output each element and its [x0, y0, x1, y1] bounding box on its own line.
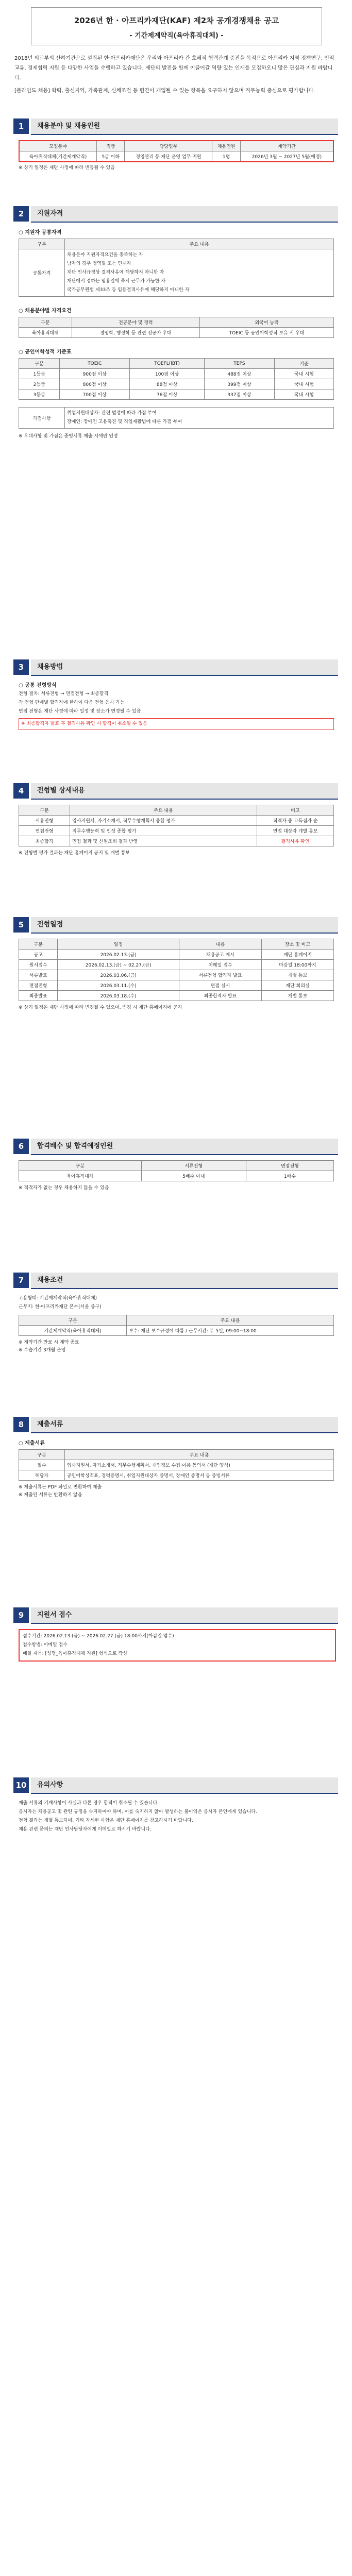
table-cell: 입사지원서, 자기소개서, 직무수행계획서, 개인정보 수집·이용 동의서 (재단 양식) [65, 1460, 334, 1470]
table-cell: 면접전형 [19, 826, 70, 836]
s1-table-wrap [19, 140, 334, 172]
section-number: 8 [13, 1417, 29, 1432]
table-cell: 399점 이상 [204, 379, 274, 389]
table-cell: 88점 이상 [130, 379, 205, 389]
table-cell: 2등급 [19, 379, 60, 389]
table-cell: 경영관리 등 재단 운영 업무 지원 [125, 151, 212, 162]
table-header: 구분 [19, 805, 70, 816]
list-item: 메일 제목: [성명_육아휴직대체 지원] 형식으로 작성 [23, 1651, 127, 1656]
section-2-header [13, 206, 338, 222]
table-cell: 육아휴직대체 [19, 1171, 142, 1181]
list-item: 접수방법: 이메일 접수 [23, 1642, 68, 1648]
table-cell: 서류발표 [19, 970, 58, 980]
list-item: 제출 서류의 기재사항이 사실과 다른 경우 합격이 취소될 수 있습니다. [19, 1801, 159, 1806]
table-header: 담당업무 [125, 141, 212, 151]
s3-highlight: ※ 최종합격자 발표 후 결격사유 확인 시 합격이 취소될 수 있음 [19, 718, 334, 730]
table-header: TOEFL(iBT) [130, 359, 205, 369]
table-cell: 공고 [19, 950, 58, 960]
table-cell: 국내 시험 [274, 369, 333, 379]
s8-note: ※ 제출서류는 PDF 파일로 변환하여 제출 [19, 1485, 102, 1490]
section-title: 채용조건 [31, 1273, 338, 1289]
table-cell: 76점 이상 [130, 389, 205, 400]
section-title: 지원자격 [31, 206, 338, 223]
table-header: 구분 [19, 1450, 65, 1460]
table-cell: 337점 이상 [204, 389, 274, 400]
table-header: 모집분야 [19, 141, 97, 151]
table-cell: 100점 이상 [130, 369, 205, 379]
table-cell: 보수: 재단 보수규정에 따름 / 근무시간: 주 5일, 09:00~18:00 [127, 1326, 334, 1336]
s2-lang-table [19, 358, 334, 400]
section-title: 제출서류 [31, 1417, 338, 1433]
s1-note: ※ 상기 일정은 재단 사정에 따라 변동될 수 있음 [19, 165, 115, 171]
list-item: 장애인: 장애인 고용촉진 및 직업재활법에 따른 가점 부여 [67, 419, 182, 425]
s4-content [19, 805, 334, 857]
section-number: 2 [13, 206, 29, 222]
table-header: 구분 [19, 939, 58, 950]
table-header: 내용 [179, 939, 261, 950]
page-title: 2026년 한 · 아프리카재단(KAF) 제2차 공개경쟁채용 공고 [74, 16, 279, 25]
section-title: 전형별 상세내용 [31, 783, 338, 800]
s9-content [19, 1629, 336, 1662]
s2-extra-table [19, 407, 334, 429]
list-item: 응시자는 채용공고 및 관련 규정을 숙지하여야 하며, 이를 숙지하지 않아 발생하는 불이익은 응시자 본인에게 있습니다. [19, 1809, 258, 1815]
s5-table [19, 939, 334, 1001]
s8-content [19, 1438, 334, 1499]
table-cell: TOEIC 등 공인어학성적 보유 시 우대 [200, 328, 334, 338]
list-item: 채용분야 지원자격요건을 충족하는 자 [67, 252, 143, 258]
s2-note: ※ 우대사항 및 가점은 증빙서류 제출 시에만 인정 [19, 434, 118, 439]
table-cell: 해당자 [19, 1470, 65, 1481]
list-item: 전형 결과는 개별 통보하며, 기타 자세한 사항은 재단 홈페이지를 참고하시기 바랍니다. [19, 1818, 193, 1823]
table-cell [65, 408, 334, 429]
section-number: 6 [13, 1139, 29, 1154]
table-cell: 국내 시험 [274, 389, 333, 400]
table-cell: 5급 이하 [97, 151, 125, 162]
s3-content [19, 681, 334, 730]
s4-table [19, 805, 334, 846]
s2-common-table [19, 239, 334, 297]
table-cell: 면접 결과 및 신원조회 결과 반영 [70, 836, 257, 846]
table-header: 직급 [97, 141, 125, 151]
table-cell: 최종합격자 발표 [179, 991, 261, 1001]
table-header: 구분 [19, 239, 65, 249]
table-cell: 육아휴직대체(기간제계약직) [19, 151, 97, 162]
table-header: 외국어 능력 [200, 317, 334, 328]
list-item: 취업지원대상자: 관련 법령에 따라 가점 부여 [67, 411, 157, 416]
table-cell: 최종합격 [19, 836, 70, 846]
table-cell: 서류전형 [19, 816, 70, 826]
intro-note: [블라인드 채용] 학력, 출신지역, 가족관계, 신체조건 등 편견이 개입될 수 있는 항목을 요구하지 않으며 직무능력 중심으로 평가합니다. [14, 88, 315, 94]
table-cell: 면접전형 [19, 980, 58, 991]
table-cell: 직무수행능력 및 인성 종합 평가 [70, 826, 257, 836]
section-9-header [13, 1607, 338, 1623]
table-cell: 기간제계약직(육아휴직대체) [19, 1326, 127, 1336]
table-header: 서류전형 [141, 1161, 246, 1171]
list-item: 재단 인사규정상 결격사유에 해당하지 아니한 자 [67, 270, 164, 275]
s8-table [19, 1449, 334, 1481]
table-cell: 면접 실시 [179, 980, 261, 991]
table-header: 비고 [257, 805, 334, 816]
table-cell: 공인어학성적표, 경력증명서, 취업지원대상자 증명서, 장애인 증명서 등 증빙서류 [65, 1470, 334, 1481]
table-header: 주요 내용 [65, 1450, 334, 1460]
s8-note: ※ 제출된 서류는 반환하지 않음 [19, 1493, 82, 1498]
section-title: 채용방법 [31, 659, 338, 676]
section-5-header [13, 917, 338, 933]
table-cell: 공통자격 [19, 249, 65, 297]
table-header: 면접전형 [246, 1161, 333, 1171]
table-cell: 개별 통보 [261, 991, 333, 1001]
table-cell: 2026.02.13.(금) ~ 02.27.(금) [58, 960, 179, 970]
table-header: 기준 [274, 359, 333, 369]
table-cell: 채용공고 게시 [179, 950, 261, 960]
table-cell: 마감일 18:00까지 [261, 960, 333, 970]
table-cell: 서류전형 합격자 발표 [179, 970, 261, 980]
section-1-header [13, 118, 338, 134]
section-number: 5 [13, 917, 29, 933]
section-number: 4 [13, 783, 29, 799]
section-number: 1 [13, 118, 29, 134]
page-subtitle: - 기간제계약직(육아휴직대체) - [129, 32, 224, 40]
list-item: 고용형태: 기간제계약직(육아휴직대체) [19, 1296, 97, 1301]
table-cell: 원서접수 [19, 960, 58, 970]
s5-note: ※ 상기 일정은 재단 사정에 따라 변경될 수 있으며, 변경 시 재단 홈페이지에 공지 [19, 1005, 182, 1010]
list-item: 남자의 경우 병역필 또는 면제자 [67, 261, 131, 266]
s10-content [19, 1799, 334, 1834]
section-10-header [13, 1777, 338, 1793]
s2-pref-title: ○ 채용분야별 자격요건 [19, 308, 72, 314]
section-8-header [13, 1417, 338, 1432]
table-cell: 경영학, 행정학 등 관련 전공자 우대 [72, 328, 199, 338]
s7-note: ※ 계약기간 만료 시 계약 종료 [19, 1340, 79, 1345]
s2-lang-title: ○ 공인어학성적 기준표 [19, 349, 72, 355]
table-cell: 육아휴직대체 [19, 328, 72, 338]
section-number: 9 [13, 1607, 29, 1623]
table-cell: 입사지원서, 자기소개서, 직무수행계획서 종합 평가 [70, 816, 257, 826]
table-cell: 재단 회의실 [261, 980, 333, 991]
list-item: 근무지: 한·아프리카재단 본부(서울 중구) [19, 1304, 102, 1310]
section-title: 지원서 접수 [31, 1607, 338, 1624]
table-cell: 2026년 3월 ~ 2027년 5월(예정) [240, 151, 333, 162]
s7-content [19, 1294, 334, 1354]
table-cell: 최종발표 [19, 991, 58, 1001]
table-header: TOEIC [60, 359, 130, 369]
table-header: 계약기간 [240, 141, 333, 151]
table-cell: 2026.03.06.(금) [58, 970, 179, 980]
list-item: 국가공무원법 제33조 등 임용결격사유에 해당하지 아니한 자 [67, 287, 190, 293]
list-item: 각 전형 단계별 합격자에 한하여 다음 전형 응시 가능 [19, 700, 125, 705]
table-header: 주요 내용 [70, 805, 257, 816]
section-title: 전형일정 [31, 917, 338, 934]
table-cell: 1명 [212, 151, 241, 162]
table-cell: 2026.03.11.(수) [58, 980, 179, 991]
table-header: 구분 [19, 1161, 142, 1171]
table-header: 주요 내용 [65, 239, 334, 249]
list-item: 재단에서 정하는 임용일에 즉시 근무가 가능한 자 [67, 279, 166, 284]
s3-title: ○ 공통 전형방식 [19, 683, 57, 688]
s6-table [19, 1160, 334, 1181]
s4-note: ※ 전형별 평가 결과는 재단 홈페이지 공지 및 개별 통보 [19, 851, 130, 856]
section-number: 10 [13, 1777, 29, 1793]
s6-note: ※ 적격자가 없는 경우 채용하지 않을 수 있음 [19, 1185, 109, 1191]
table-cell [65, 249, 334, 297]
table-cell: 488점 이상 [204, 369, 274, 379]
table-header: 구분 [19, 317, 72, 328]
s8-title: ○ 제출서류 [19, 1440, 45, 1446]
table-cell: 재단 홈페이지 [261, 950, 333, 960]
table-cell: 1등급 [19, 369, 60, 379]
table-cell: 900점 이상 [60, 369, 130, 379]
table-cell: 700점 이상 [60, 389, 130, 400]
table-cell: 가점사항 [19, 408, 65, 429]
list-item: 접수기간: 2026.02.13.(금) ~ 2026.02.27.(금) 18:00까지(마감일 엄수) [23, 1634, 174, 1639]
table-cell: 필수 [19, 1460, 65, 1470]
section-title: 채용분야 및 채용인원 [31, 118, 338, 135]
s2-common-title: ○ 지원자 공통자격 [19, 230, 62, 235]
section-3-header [13, 659, 338, 675]
table-header: 구분 [19, 1315, 127, 1326]
table-header: 전공분야 및 경력 [72, 317, 199, 328]
s7-note: ※ 수습기간 3개월 운영 [19, 1348, 66, 1353]
table-cell: 면접 대상자 개별 통보 [257, 826, 334, 836]
table-cell: 5배수 이내 [141, 1171, 246, 1181]
table-cell: 이메일 접수 [179, 960, 261, 970]
intro-text [14, 54, 338, 96]
list-item: 채용 관련 문의는 재단 인사담당자에게 이메일로 하시기 바랍니다. [19, 1827, 152, 1832]
table-cell: 국내 시험 [274, 379, 333, 389]
s7-table [19, 1315, 334, 1336]
table-cell: 2026.03.18.(수) [58, 991, 179, 1001]
section-number: 7 [13, 1273, 29, 1288]
table-cell: 3등급 [19, 389, 60, 400]
list-item: 전형 절차: 서류전형 → 면접전형 → 최종합격 [19, 691, 109, 697]
s5-content [19, 939, 334, 1012]
table-cell: 1배수 [246, 1171, 333, 1181]
title-box [31, 7, 322, 45]
table-header: 일정 [58, 939, 179, 950]
section-7-header [13, 1273, 338, 1288]
section-4-header [13, 783, 338, 799]
table-header: 구분 [19, 359, 60, 369]
s2-content [19, 228, 334, 440]
section-title: 합격배수 및 합격예정인원 [31, 1139, 338, 1155]
table-header: 주요 내용 [127, 1315, 334, 1326]
list-item: 면접 전형은 재단 사정에 따라 일정 및 장소가 변경될 수 있음 [19, 709, 141, 714]
table-cell: 결격사유 확인 [257, 836, 334, 846]
s6-content [19, 1160, 334, 1192]
table-header: 채용인원 [212, 141, 241, 151]
table-header: TEPS [204, 359, 274, 369]
table-cell: 800점 이상 [60, 379, 130, 389]
section-number: 3 [13, 659, 29, 675]
s2-pref-table [19, 317, 334, 338]
table-cell: 적격자 중 고득점자 순 [257, 816, 334, 826]
intro-paragraph: 2018년 외교부의 산하기관으로 설립된 한·아프리카재단은 우리와 아프리카 간 호혜적 협력관계 증진을 목적으로 아프리카 지역 정책연구, 인적교류, 경제협력 지원 등 다양한 사업을 수행하고 있습니다. 재단의 발전을 함께 이끌어갈 역량 있는 인재를 모집하오니 많은 관심과 지원 바랍니다. [14, 56, 334, 81]
section-6-header [13, 1139, 338, 1154]
table-cell: 2026.02.13.(금) [58, 950, 179, 960]
table-cell: 개별 통보 [261, 970, 333, 980]
section-title: 유의사항 [31, 1777, 338, 1794]
s1-table [19, 140, 334, 162]
table-header: 장소 및 비고 [261, 939, 333, 950]
